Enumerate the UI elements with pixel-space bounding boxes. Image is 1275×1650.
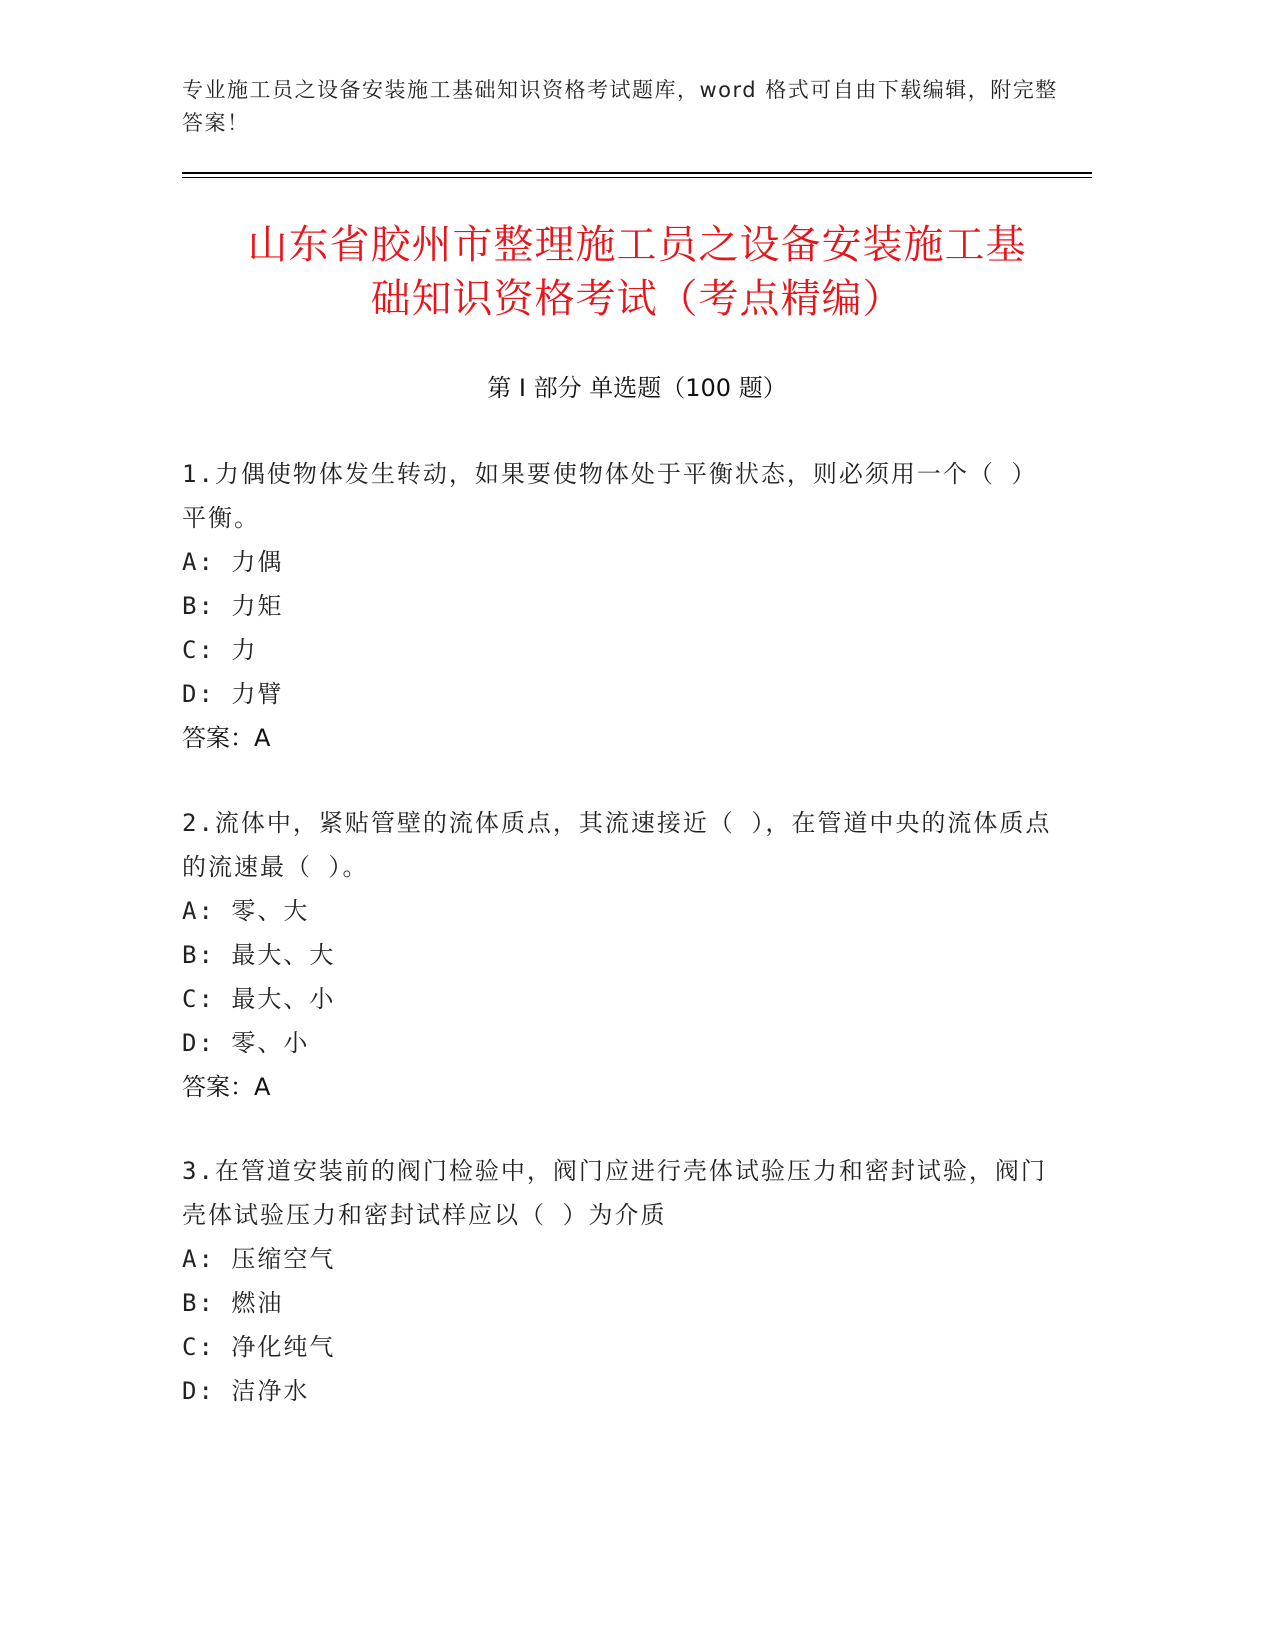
option-b: B: 最大、大 <box>182 941 336 969</box>
option-c: C: 净化纯气 <box>182 1333 336 1361</box>
question-stem: 3.在管道安装前的阀门检验中，阀门应进行壳体试验压力和密封试验，阀门壳体试验压力和密封试样应以（ ）为介质 <box>182 1157 1047 1229</box>
option-a: A: 零、大 <box>182 897 310 925</box>
section-title: 第 I 部分 单选题（100 题） <box>487 374 787 402</box>
option-c: C: 力 <box>182 636 258 664</box>
question-stem: 1.力偶使物体发生转动，如果要使物体处于平衡状态，则必须用一个（ ）平衡。 <box>182 460 1038 532</box>
option-b: B: 力矩 <box>182 592 284 620</box>
question-stem: 2.流体中，紧贴管壁的流体质点，其流速接近（ ），在管道中央的流体质点的流速最（ ）。 <box>182 809 1052 881</box>
document-title-line-2: 础知识资格考试（考点精编） <box>370 276 904 322</box>
option-a: A: 压缩空气 <box>182 1245 336 1273</box>
option-b: B: 燃油 <box>182 1289 284 1317</box>
header-divider-thin <box>182 177 1092 178</box>
document-title-line-1: 山东省胶州市整理施工员之设备安装施工基 <box>247 222 1027 268</box>
question-1 <box>182 452 1062 760</box>
question-2 <box>182 801 1062 1109</box>
option-d: D: 洁净水 <box>182 1377 310 1405</box>
answer-text: 答案：A <box>182 724 271 752</box>
answer-text: 答案：A <box>182 1073 271 1101</box>
document-title <box>182 218 1092 326</box>
option-d: D: 力臂 <box>182 680 284 708</box>
option-a: A: 力偶 <box>182 548 284 576</box>
option-d: D: 零、小 <box>182 1029 310 1057</box>
header-divider-thick <box>182 172 1092 174</box>
option-c: C: 最大、小 <box>182 985 336 1013</box>
header-note: 专业施工员之设备安装施工基础知识资格考试题库，word 格式可自由下载编辑，附完整答案！ <box>182 78 1058 135</box>
question-3 <box>182 1149 1062 1413</box>
